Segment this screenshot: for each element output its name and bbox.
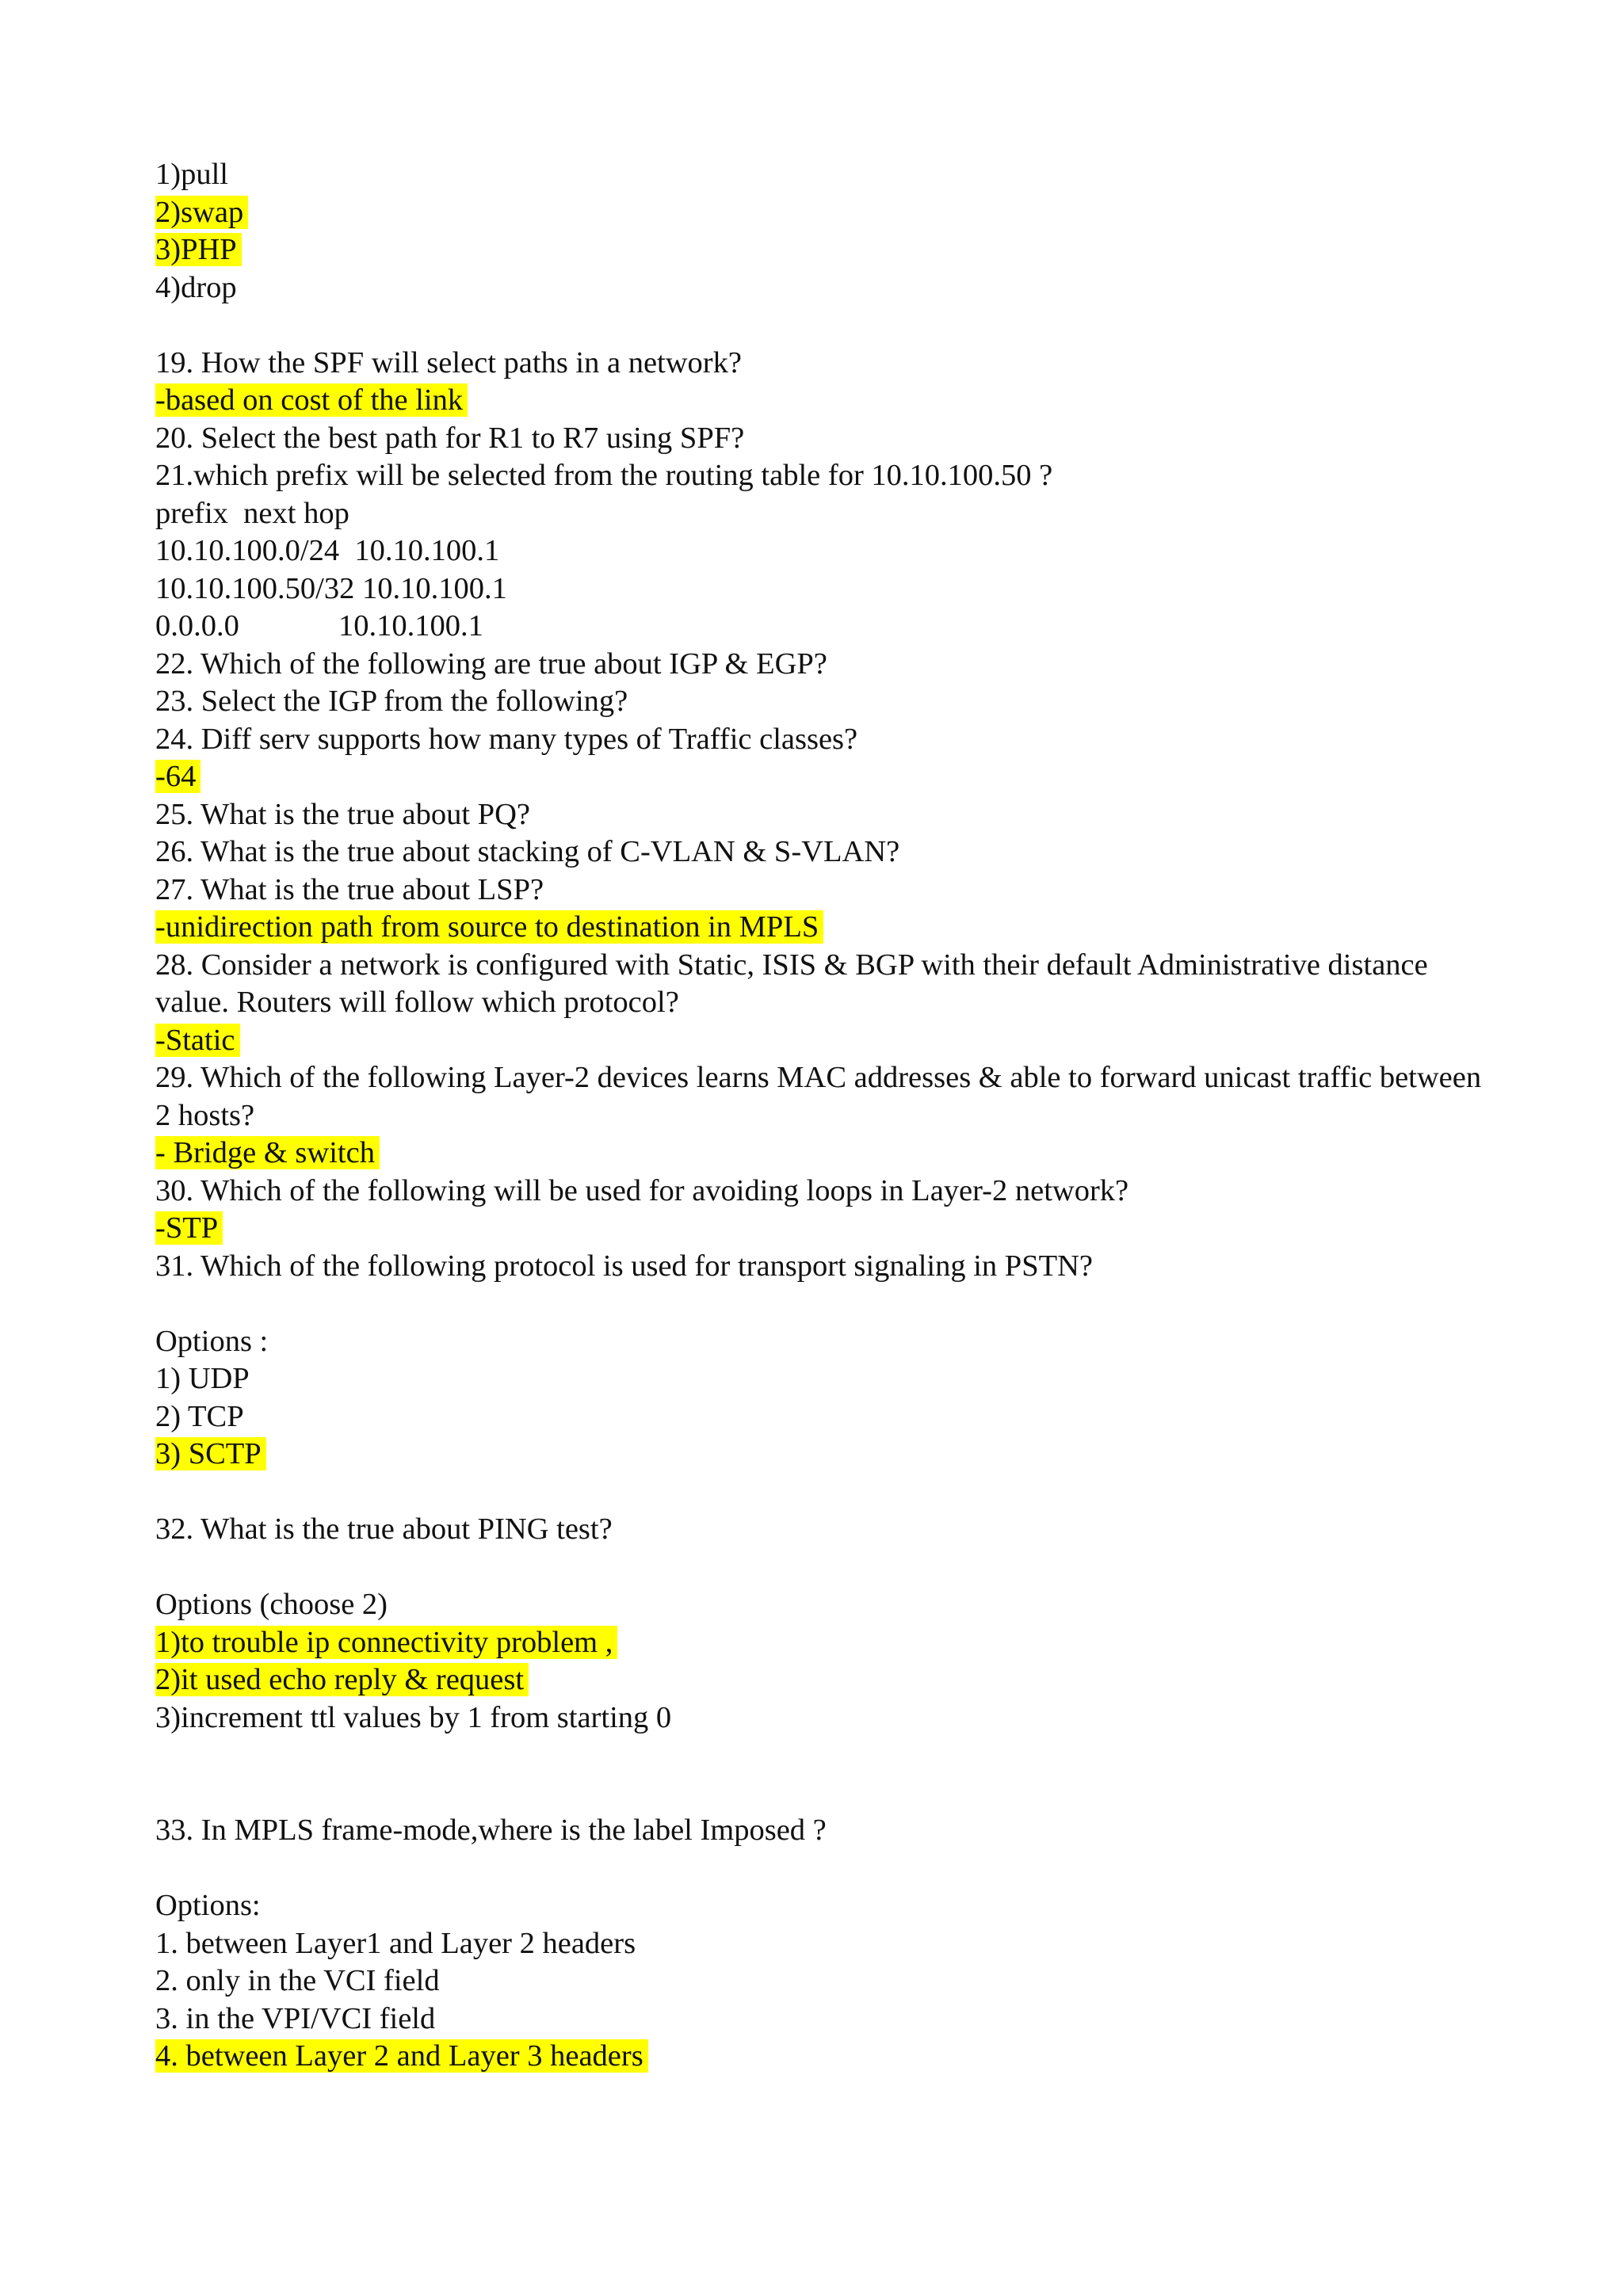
question-28: [155, 947, 1487, 1022]
option-text: 4)drop: [155, 270, 237, 304]
option-text: 1) UDP: [155, 1362, 250, 1395]
answer-19: [155, 382, 1487, 420]
answer-27: [155, 909, 1487, 947]
routing-table-row: [155, 608, 1487, 646]
option-line: [155, 1436, 1487, 1474]
question-text: 21.which prefix will be selected from the routing table for 10.10.100.50 ?: [155, 459, 1053, 492]
question-20: [155, 420, 1487, 458]
table-row-text: 10.10.100.50/32 10.10.100.1: [155, 571, 507, 605]
question-text: 31. Which of the following protocol is used for transport signaling in PSTN?: [155, 1249, 1094, 1283]
question-22: [155, 646, 1487, 684]
highlighted-answer: 1)to trouble ip connectivity problem ,: [155, 1626, 617, 1659]
highlighted-answer: - Bridge & switch: [155, 1136, 380, 1169]
spacer: [155, 1474, 1487, 1512]
table-row-text: 0.0.0.0 10.10.100.1: [155, 609, 483, 643]
option-line: [155, 194, 1487, 232]
option-text: 2. only in the VCI field: [155, 1964, 440, 1997]
table-header-text: prefix next hop: [155, 496, 349, 530]
options-label: [155, 1586, 1487, 1624]
highlighted-answer: 2)swap: [155, 196, 248, 229]
question-text: 28. Consider a network is configured with Static, ISIS & BGP with their default Administrative distance value. Routers will follow which protocol?: [155, 948, 1428, 1019]
question-32: [155, 1511, 1487, 1549]
question-text: 22. Which of the following are true about IGP & EGP?: [155, 646, 827, 681]
question-27: [155, 871, 1487, 910]
highlighted-answer: -based on cost of the link: [155, 383, 468, 417]
spacer: [155, 1850, 1487, 1888]
question-text: 19. How the SPF will select paths in a network?: [155, 345, 742, 379]
option-line: [155, 1360, 1487, 1398]
question-23: [155, 683, 1487, 721]
option-line: [155, 2038, 1487, 2076]
question-19: [155, 345, 1487, 383]
spacer: [155, 307, 1487, 345]
option-text: 3)increment ttl values by 1 from starting 0: [155, 1700, 672, 1734]
options-label: [155, 1887, 1487, 1925]
option-text: 1)pull: [155, 158, 228, 191]
answer-29: [155, 1135, 1487, 1173]
options-label-text: Options (choose 2): [155, 1588, 388, 1621]
question-33: [155, 1812, 1487, 1850]
question-31: [155, 1248, 1487, 1286]
option-line: [155, 1398, 1487, 1436]
options-label-text: Options:: [155, 1889, 261, 1922]
question-21: [155, 457, 1487, 495]
question-text: 27. What is the true about LSP?: [155, 872, 544, 906]
question-24: [155, 721, 1487, 759]
option-text: 1. between Layer1 and Layer 2 headers: [155, 1926, 636, 1960]
question-text: 23. Select the IGP from the following?: [155, 685, 628, 718]
answer-30: [155, 1210, 1487, 1248]
question-text: 32. What is the true about PING test?: [155, 1512, 613, 1546]
question-text: 29. Which of the following Layer-2 devices learns MAC addresses & able to forward unicast traffic between 2 hosts?: [155, 1061, 1482, 1132]
options-label-text: Options :: [155, 1324, 269, 1358]
highlighted-answer: 4. between Layer 2 and Layer 3 headers: [155, 2039, 648, 2073]
highlighted-answer: -Static: [155, 1024, 240, 1057]
options-label: [155, 1323, 1487, 1361]
question-30: [155, 1173, 1487, 1211]
routing-table-row: [155, 570, 1487, 608]
question-text: 24. Diff serv supports how many types of Traffic classes?: [155, 722, 858, 756]
option-line: [155, 1661, 1487, 1699]
option-line: [155, 2000, 1487, 2039]
option-text: 3. in the VPI/VCI field: [155, 2001, 436, 2035]
option-line: [155, 1624, 1487, 1662]
question-text: 20. Select the best path for R1 to R7 using SPF?: [155, 421, 745, 455]
highlighted-answer: 3)PHP: [155, 233, 242, 266]
option-line: [155, 1699, 1487, 1737]
option-text: 2) TCP: [155, 1399, 244, 1433]
highlighted-answer: 2)it used echo reply & request: [155, 1663, 529, 1696]
highlighted-answer: -unidirection path from source to destination in MPLS: [155, 910, 823, 944]
question-25: [155, 796, 1487, 834]
question-text: 33. In MPLS frame-mode,where is the label Imposed ?: [155, 1814, 827, 1847]
question-26: [155, 833, 1487, 871]
option-line: [155, 231, 1487, 269]
highlighted-answer: 3) SCTP: [155, 1437, 266, 1470]
option-line: [155, 1962, 1487, 2000]
spacer: [155, 1549, 1487, 1587]
question-text: 25. What is the true about PQ?: [155, 797, 530, 831]
spacer: [155, 1285, 1487, 1323]
spacer: [155, 1737, 1487, 1812]
answer-24: [155, 758, 1487, 796]
option-line: [155, 156, 1487, 194]
question-text: 26. What is the true about stacking of C-VLAN & S-VLAN?: [155, 835, 900, 868]
answer-28: [155, 1022, 1487, 1060]
table-row-text: 10.10.100.0/24 10.10.100.1: [155, 534, 500, 567]
routing-table-row: [155, 532, 1487, 570]
option-line: [155, 1925, 1487, 1963]
routing-table-header: [155, 495, 1487, 533]
question-29: [155, 1059, 1487, 1135]
highlighted-answer: -64: [155, 760, 200, 793]
option-line: [155, 269, 1487, 307]
question-text: 30. Which of the following will be used for avoiding loops in Layer-2 network?: [155, 1173, 1129, 1207]
document-body: [155, 156, 1487, 2076]
highlighted-answer: -STP: [155, 1211, 223, 1245]
